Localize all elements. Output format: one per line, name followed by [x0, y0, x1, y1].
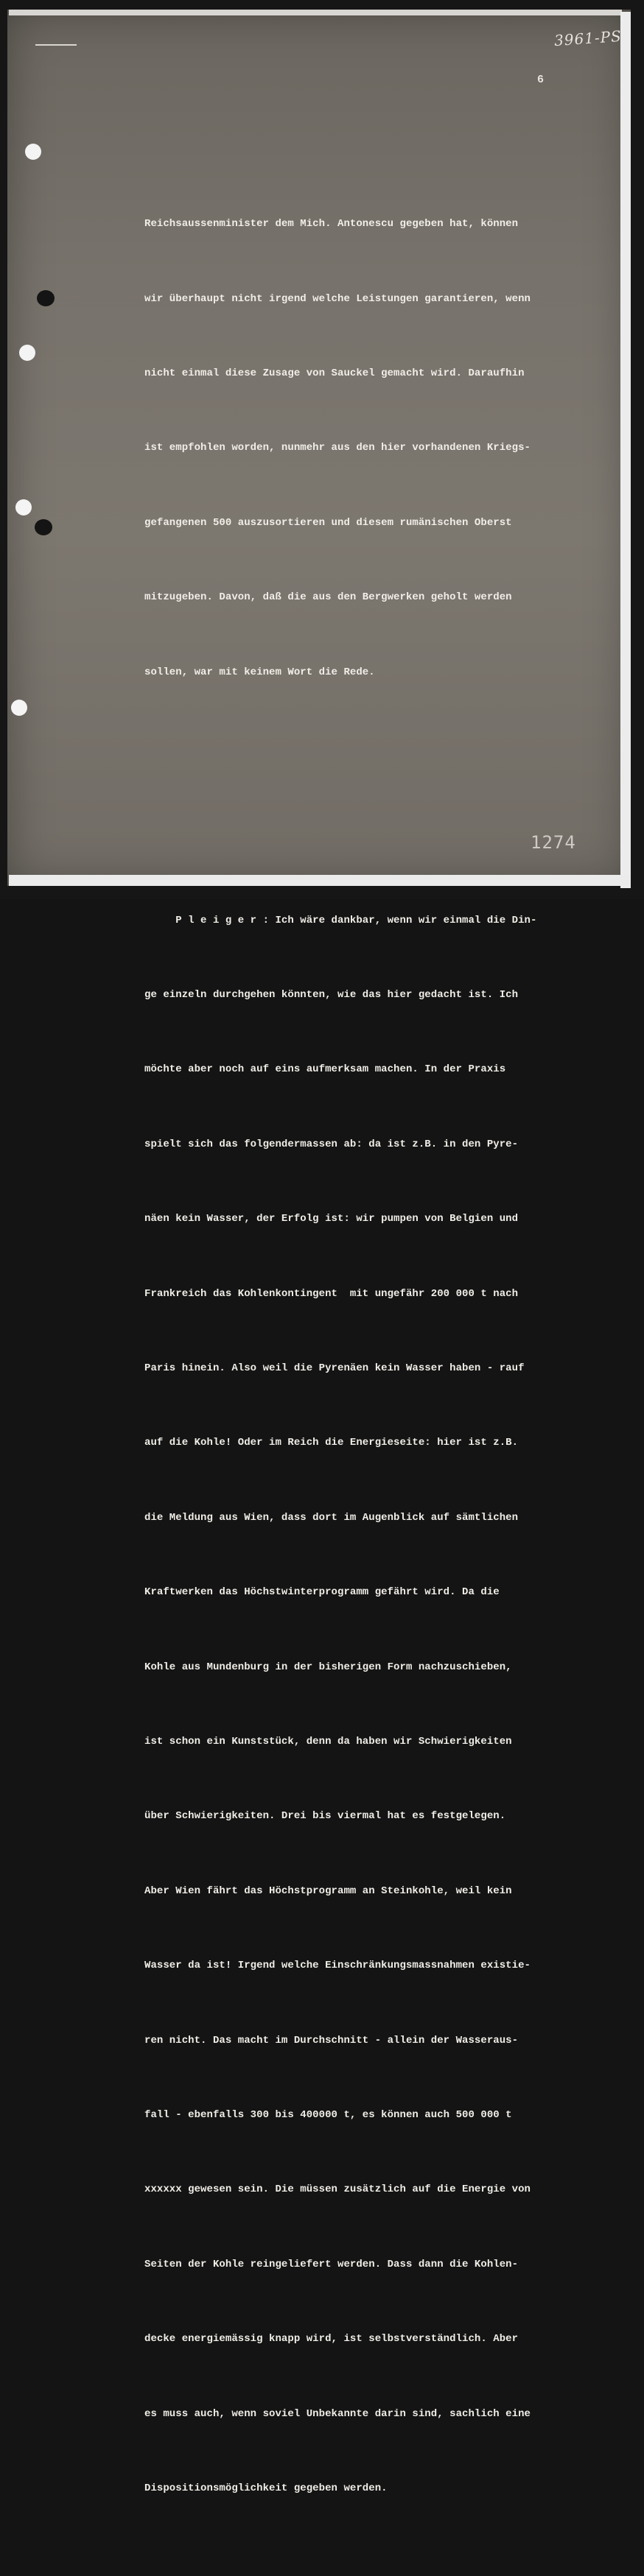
- text-line: Frankreich das Kohlenkontingent mit ungefähr 200 000 t nach: [144, 1287, 519, 1300]
- punch-hole: [25, 144, 41, 160]
- text-line: nicht einmal diese Zusage von Sauckel gemacht wird. Daraufhin: [144, 367, 525, 379]
- paragraph-2: [144, 859, 609, 2551]
- text-line: sollen, war mit keinem Wort die Rede.: [144, 666, 375, 678]
- text-line: ist schon ein Kunststück, denn da haben wir Schwierigkeiten: [144, 1736, 512, 1748]
- document-body: [144, 113, 609, 2576]
- text-line: ge einzeln durchgehen könnten, wie das hier gedacht ist. Ich: [144, 989, 519, 1002]
- page-top-edge: [9, 10, 622, 15]
- archive-reference: 3961-PS: [553, 27, 623, 50]
- paragraph-gap: [144, 785, 609, 809]
- text-line: decke energiemässig knapp wird, ist selbstverständlich. Aber: [144, 2333, 519, 2346]
- text-line: es muss auch, wenn soviel Unbekannte darin sind, sachlich eine: [144, 2407, 531, 2420]
- stamped-page-number: 1274: [531, 832, 576, 853]
- text-line: ren nicht. Das macht im Durchschnitt - allein der Wasseraus-: [144, 2034, 519, 2047]
- text-line: Reichsaussenminister dem Mich. Antonescu gegeben hat, können: [144, 218, 519, 230]
- text-line: Kraftwerken das Höchstwinterprogramm gefährt wird. Da die: [144, 1586, 500, 1599]
- text-line: auf die Kohle! Oder im Reich die Energieseite: hier ist z.B.: [144, 1437, 519, 1449]
- text-line: xxxxxx gewesen sein. Die müssen zusätzlich auf die Energie von: [144, 2183, 531, 2196]
- punch-hole-dark: [35, 519, 52, 535]
- text-line: ist empfohlen worden, nunmehr aus den hier vorhandenen Kriegs-: [144, 442, 531, 454]
- text-line: Wasser da ist! Irgend welche Einschränkungsmassnahmen existie-: [144, 1960, 531, 1972]
- punch-hole: [15, 499, 32, 515]
- text-line: spielt sich das folgendermassen ab: da ist z.B. in den Pyre-: [144, 1138, 519, 1150]
- text-line: näen kein Wasser, der Erfolg ist: wir pumpen von Belgien und: [144, 1213, 519, 1225]
- text-line: P l e i g e r : Ich wäre dankbar, wenn wir einmal die Din-: [144, 914, 537, 926]
- punch-hole-dark: [37, 290, 55, 306]
- text-line: die Meldung aus Wien, dass dort im Augenblick auf sämtlichen: [144, 1511, 519, 1524]
- text-line: Aber Wien fährt das Höchstprogramm an Steinkohle, weil kein: [144, 1885, 512, 1897]
- punch-hole: [11, 700, 27, 716]
- page-right-edge: [620, 12, 631, 888]
- text-line: fall - ebenfalls 300 bis 400000 t, es können auch 500 000 t: [144, 2108, 512, 2121]
- text-line: Seiten der Kohle reingeliefert werden. Dass dann die Kohlen-: [144, 2258, 519, 2270]
- text-line: gefangenen 500 auszusortieren und diesem rumänischen Oberst: [144, 516, 512, 529]
- punch-hole: [19, 345, 35, 361]
- text-line: mitzugeben. Davon, daß die aus den Bergwerken geholt werden: [144, 591, 512, 604]
- text-line: Dispositionsmöglichkeit gegeben werden.: [144, 2482, 388, 2494]
- pencil-dash-mark: [35, 44, 77, 46]
- text-line: Kohle aus Mundenburg in der bisherigen Form nachzuschieben,: [144, 1661, 512, 1673]
- text-line: Paris hinein. Also weil die Pyrenäen kein Wasser haben - rauf: [144, 1362, 525, 1375]
- text-line: möchte aber noch auf eins aufmerksam machen. In der Praxis: [144, 1063, 506, 1076]
- paragraph-1: [144, 163, 609, 735]
- text-line: wir überhaupt nicht irgend welche Leistungen garantieren, wenn: [144, 292, 531, 305]
- text-line: über Schwierigkeiten. Drei bis viermal hat es festgelegen.: [144, 1810, 506, 1823]
- page-number: 6: [537, 74, 545, 86]
